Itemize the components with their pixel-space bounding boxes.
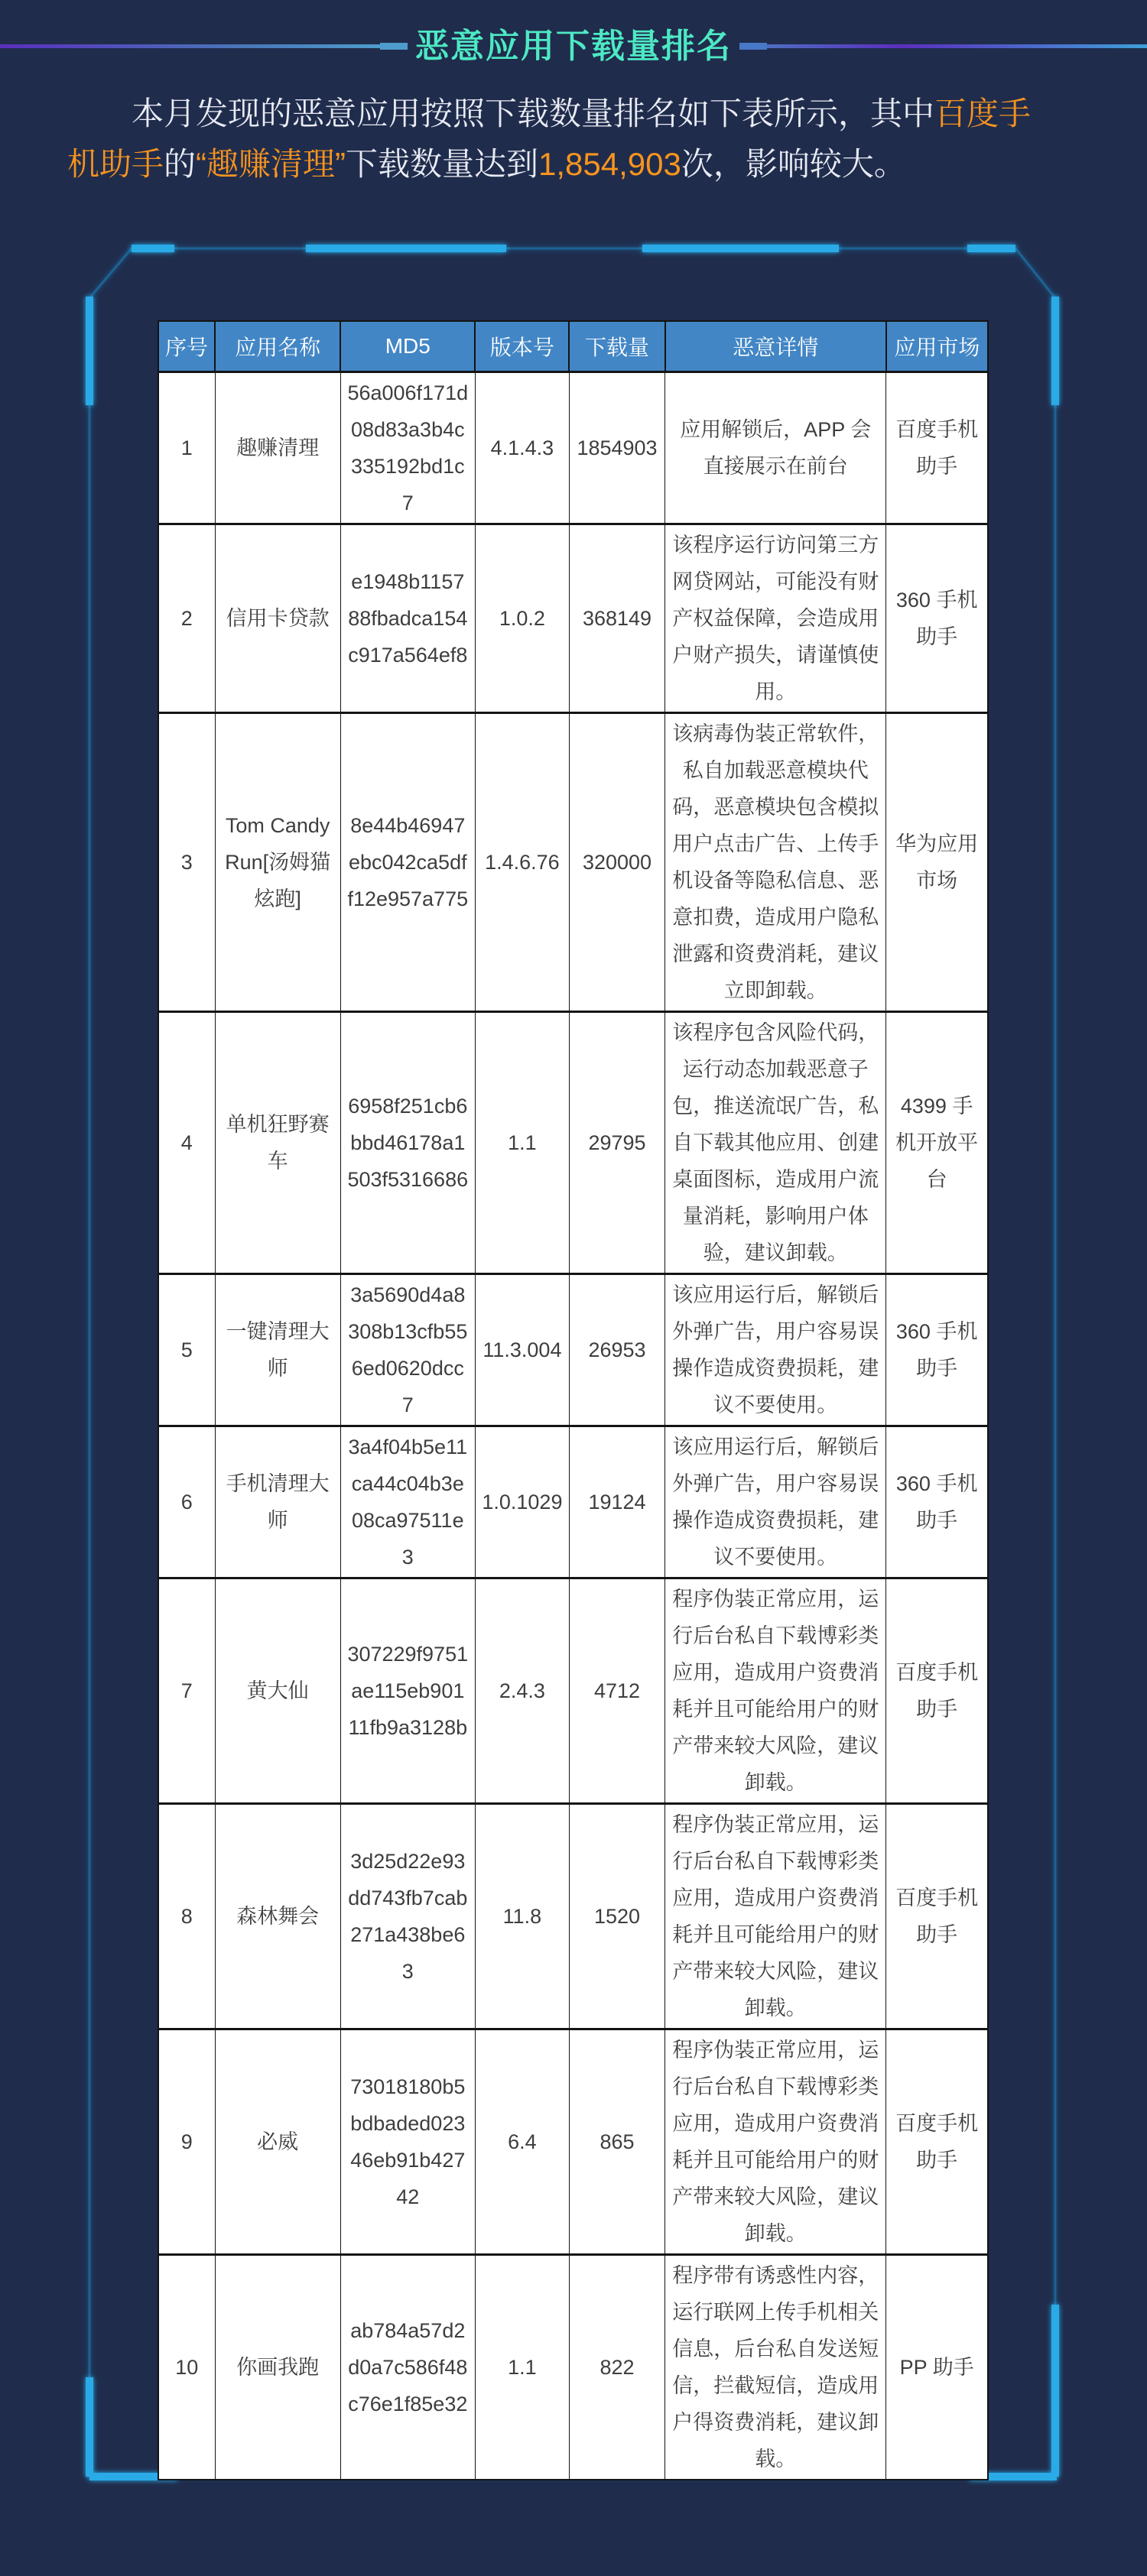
cell-md5: ab784a57d2d0a7c586f48c76e1f85e32 (340, 2255, 475, 2480)
cell-md5: 307229f9751ae115eb90111fb9a3128b (340, 1578, 475, 1804)
cell-no: 6 (158, 1426, 215, 1578)
column-header-detail: 恶意详情 (665, 321, 886, 372)
table-row (158, 1012, 988, 1274)
cell-market: 360 手机助手 (886, 1274, 988, 1426)
cell-market: 360 手机助手 (886, 524, 988, 713)
cell-version: 11.8 (475, 1804, 569, 2029)
cell-market: 百度手机助手 (886, 372, 988, 524)
cell-name: 森林舞会 (215, 1804, 340, 2029)
intro-line-1 (67, 89, 1089, 139)
cell-detail: 该应用运行后，解锁后外弹广告，用户容易误操作造成资费损耗，建议不要使用。 (665, 1426, 886, 1578)
cell-md5: e1948b115788fbadca154c917a564ef8 (340, 524, 475, 713)
cell-name: 你画我跑 (215, 2255, 340, 2480)
cell-downloads: 26953 (569, 1274, 664, 1426)
cell-downloads: 822 (569, 2255, 664, 2480)
cell-version: 1.1 (475, 2255, 569, 2480)
table-row (158, 713, 988, 1012)
cell-no: 9 (158, 2029, 215, 2255)
intro-highlight-market: 百度手 (934, 96, 1032, 131)
cell-detail: 该应用运行后，解锁后外弹广告，用户容易误操作造成资费损耗，建议不要使用。 (665, 1274, 886, 1426)
page-title: 恶意应用下载量排名 (415, 28, 732, 65)
cell-market: 百度手机助手 (886, 1804, 988, 2029)
cell-name: 单机狂野赛车 (215, 1012, 340, 1274)
table-row (158, 372, 988, 524)
malware-table-container (158, 320, 989, 2480)
cell-detail: 该病毒伪装正常软件，私自加载恶意模块代码，恶意模块包含模拟用户点击广告、上传手机设备等隐私信息、恶意扣费，造成用户隐私泄露和资费消耗，建议立即卸载。 (665, 713, 886, 1012)
cell-detail: 该程序运行访问第三方网贷网站，可能没有财产权益保障，会造成用户财产损失，请谨慎使用。 (665, 524, 886, 713)
cell-detail: 程序伪装正常应用，运行后台私自下载博彩类应用，造成用户资费消耗并且可能给用户的财产带来较大风险，建议卸载。 (665, 1804, 886, 2029)
cell-no: 3 (158, 713, 215, 1012)
cell-version: 1.0.1029 (475, 1426, 569, 1578)
column-header-market: 应用市场 (886, 321, 988, 372)
cell-name: 必威 (215, 2029, 340, 2255)
cell-md5: 3a4f04b5e11ca44c04b3e08ca97511e3 (340, 1426, 475, 1578)
cell-downloads: 19124 (569, 1426, 664, 1578)
cell-market: PP 助手 (886, 2255, 988, 2480)
cell-downloads: 4712 (569, 1578, 664, 1804)
cell-md5: 56a006f171d08d83a3b4c335192bd1c7 (340, 372, 475, 524)
intro-highlight-market-cont: 机助手 (67, 146, 164, 182)
table-header-row (158, 321, 988, 372)
cell-market: 4399 手机开放平台 (886, 1012, 988, 1274)
cell-no: 10 (158, 2255, 215, 2480)
intro-text: 本月发现的恶意应用按照下载数量排名如下表所示，其中 (132, 96, 935, 131)
cell-md5: 6958f251cb6bbd46178a1503f5316686 (340, 1012, 475, 1274)
intro-highlight-appname: “趣赚清理” (196, 146, 346, 182)
cell-no: 5 (158, 1274, 215, 1426)
malware-download-ranking-table (158, 320, 989, 2480)
cell-version: 6.4 (475, 2029, 569, 2255)
intro-text: 次，影响较大。 (681, 146, 906, 182)
cell-detail: 应用解锁后，APP 会直接展示在前台 (665, 372, 886, 524)
column-header-downloads: 下载量 (569, 321, 664, 372)
cell-version: 1.1 (475, 1012, 569, 1274)
cell-name: Tom Candy Run[汤姆猫炫跑] (215, 713, 340, 1012)
cell-no: 7 (158, 1578, 215, 1804)
cell-detail: 程序伪装正常应用，运行后台私自下载博彩类应用，造成用户资费消耗并且可能给用户的财产带来较大风险，建议卸载。 (665, 1578, 886, 1804)
cell-downloads: 320000 (569, 713, 664, 1012)
intro-text: 的 (164, 146, 197, 182)
intro-line-2 (67, 139, 1089, 190)
cell-version: 4.1.4.3 (475, 372, 569, 524)
cell-md5: 3a5690d4a8308b13cfb556ed0620dcc7 (340, 1274, 475, 1426)
table-row (158, 1578, 988, 1804)
cell-version: 11.3.004 (475, 1274, 569, 1426)
table-row (158, 524, 988, 713)
cell-no: 4 (158, 1012, 215, 1274)
table-row (158, 2029, 988, 2255)
cell-downloads: 29795 (569, 1012, 664, 1274)
column-header-version: 版本号 (475, 321, 569, 372)
cell-version: 2.4.3 (475, 1578, 569, 1804)
cell-downloads: 368149 (569, 524, 664, 713)
intro-paragraph (67, 89, 1089, 190)
cell-name: 信用卡贷款 (215, 524, 340, 713)
table-row (158, 1804, 988, 2029)
cell-md5: 8e44b46947ebc042ca5dff12e957a775 (340, 713, 475, 1012)
cell-no: 2 (158, 524, 215, 713)
cell-no: 8 (158, 1804, 215, 2029)
cell-detail: 程序伪装正常应用，运行后台私自下载博彩类应用，造成用户资费消耗并且可能给用户的财产带来较大风险，建议卸载。 (665, 2029, 886, 2255)
table-row (158, 2255, 988, 2480)
cell-detail: 该程序包含风险代码，运行动态加载恶意子包，推送流氓广告，私自下载其他应用、创建桌面图标，造成用户流量消耗，影响用户体验，建议卸载。 (665, 1012, 886, 1274)
cell-name: 黄大仙 (215, 1578, 340, 1804)
cell-downloads: 1854903 (569, 372, 664, 524)
cell-no: 1 (158, 372, 215, 524)
cell-md5: 3d25d22e93dd743fb7cab271a438be63 (340, 1804, 475, 2029)
cell-version: 1.4.6.76 (475, 713, 569, 1012)
cell-market: 华为应用市场 (886, 713, 988, 1012)
table-row (158, 1426, 988, 1578)
cell-version: 1.0.2 (475, 524, 569, 713)
cell-downloads: 865 (569, 2029, 664, 2255)
column-header-md5: MD5 (340, 321, 475, 372)
cell-name: 趣赚清理 (215, 372, 340, 524)
cell-downloads: 1520 (569, 1804, 664, 2029)
table-body (158, 372, 988, 2480)
column-header-no: 序号 (158, 321, 215, 372)
cell-md5: 73018180b5bdbaded02346eb91b42742 (340, 2029, 475, 2255)
cell-market: 360 手机助手 (886, 1426, 988, 1578)
cell-name: 手机清理大师 (215, 1426, 340, 1578)
intro-highlight-count: 1,854,903 (538, 146, 681, 182)
column-header-name: 应用名称 (215, 321, 340, 372)
cell-detail: 程序带有诱惑性内容，运行联网上传手机相关信息，后台私自发送短信，拦截短信，造成用户得资费消耗，建议卸载。 (665, 2255, 886, 2480)
table-row (158, 1274, 988, 1426)
cell-market: 百度手机助手 (886, 2029, 988, 2255)
cell-market: 百度手机助手 (886, 1578, 988, 1804)
cell-name: 一键清理大师 (215, 1274, 340, 1426)
intro-text: 下载数量达到 (346, 146, 539, 182)
